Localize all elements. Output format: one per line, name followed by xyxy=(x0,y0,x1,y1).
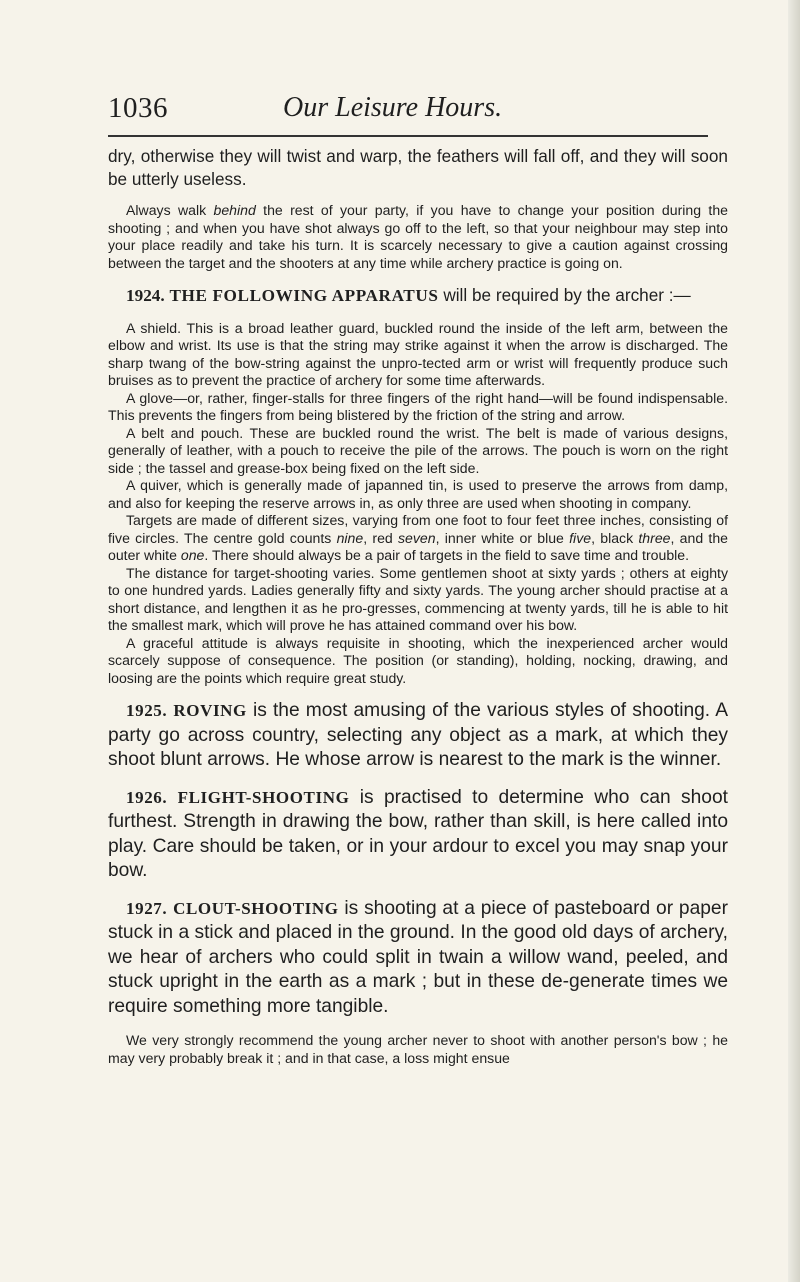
section-number: 1926. xyxy=(126,787,168,807)
attitude-paragraph: A graceful attitude is always requisite in shooting, which the inexperienced archer would scarcely suppose of consequence. The position (or standing), holding, nocking, drawing, and loosing are the points which require great study. xyxy=(108,634,728,686)
score-five: five xyxy=(569,529,592,546)
section-heading: ROVING xyxy=(173,701,247,720)
section-number: 1925. xyxy=(126,701,168,720)
section-1926 xyxy=(108,786,728,884)
section-1924 xyxy=(108,284,728,308)
section-1925 xyxy=(108,699,728,773)
page-number: 1036 xyxy=(108,92,168,124)
intro-paragraph: dry, otherwise they will twist and warp, the feathers will fall off, and they will soon be utterly useless. xyxy=(108,146,728,189)
belt-paragraph: A belt and pouch. These are buckled round the wrist. The belt is made of various designs, generally of leather, with a pouch to receive the pile of the arrows. The pouch is worn on the right side ; the tassel and grease-box being fixed on the left side. xyxy=(108,424,728,476)
score-nine: nine xyxy=(336,529,364,546)
targets-text-f: . There should always be a pair of targets in the field to save time and trouble. xyxy=(204,547,690,563)
running-title: Our Leisure Hours. xyxy=(283,92,503,123)
page-edge xyxy=(788,0,800,1282)
targets-paragraph xyxy=(108,512,728,565)
section-heading: FLIGHT-SHOOTING xyxy=(177,787,350,807)
walk-em: behind xyxy=(213,202,256,218)
glove-paragraph: A glove—or, rather, finger-stalls for three fingers of the right hand—will be found indispensable. This prevents the fingers from being blistered by the friction of the string and arrow. xyxy=(108,389,728,423)
section-1927 xyxy=(108,897,728,1020)
section-heading: THE FOLLOWING APPARATUS xyxy=(169,286,439,305)
section-number: 1924. xyxy=(126,286,165,305)
section-heading: CLOUT-SHOOTING xyxy=(173,898,339,918)
header-rule xyxy=(108,135,708,137)
page-body xyxy=(108,145,728,1067)
targets-text-b: , red xyxy=(363,529,398,546)
targets-text-d: , black xyxy=(591,529,639,546)
targets-text-a: Targets are made of different sizes, varying from one foot to four feet three inches, consisting of five circles. The centre gold counts xyxy=(108,512,728,546)
page-header xyxy=(108,92,738,132)
quiver-paragraph: A quiver, which is generally made of japanned tin, is used to preserve the arrows from damp, and also for keeping the reserve arrows in, as only three are used when shooting in company. xyxy=(108,477,728,511)
closing-paragraph: We very strongly recommend the young archer never to shoot with another person's bow ; he may very probably break it ; and in that case, a loss might ensue xyxy=(108,1032,728,1066)
section-text: is shooting at a piece of pasteboard or paper stuck in a stick and placed in the ground. In the good old days of archery, we hear of archers who could split in twain a willow wand, peeled, and stuck upright in the earth as a mark ; but in these de-generate times we require something more tangible. xyxy=(108,897,728,1017)
walk-behind-paragraph xyxy=(108,202,728,272)
section-text: will be required by the archer :— xyxy=(438,285,691,305)
section-text: is practised to determine who can shoot furthest. Strength in drawing the bow, rather than skill, is here called into play. Care should be taken, or in your ardour to excel you may snap your bow. xyxy=(108,786,728,881)
walk-pre: Always walk xyxy=(126,202,214,218)
distance-paragraph: The distance for target-shooting varies. Some gentlemen shoot at sixty yards ; others at eighty to one hundred yards. Ladies generally fifty and sixty yards. The young archer should practise at a short distance, and lengthen it as he pro-gresses, commencing at twenty yards, till he is able to hit the smallest mark, which will prove he has attained command over his bow. xyxy=(108,564,728,633)
score-seven: seven xyxy=(398,529,436,546)
score-three: three xyxy=(638,529,671,546)
score-one: one xyxy=(180,547,205,563)
targets-text-e: , and the outer white xyxy=(108,529,728,563)
section-text: is the most amusing of the various styles of shooting. A party go across country, selecting any object as a mark, at which they shoot blunt arrows. He whose arrow is nearest to the mark is the winner. xyxy=(108,700,728,770)
shield-paragraph: A shield. This is a broad leather guard, buckled round the inside of the left arm, between the elbow and wrist. Its use is that the string may strike against it when the arrow is discharged. The sharp twang of the bow-string against the unpro-tected arm or wrist will frequently produce such bruises as to prevent the practice of archery for some time afterwards. xyxy=(108,319,728,388)
walk-post: the rest of your party, if you have to change your position during the shooting ; and when you have shot always go off to the left, so that your neighbour may step into your place readily and take his turn. It is scarcely necessary to give a caution against crossing between the target and the shooters at any time while archery practice is going on. xyxy=(108,202,728,271)
targets-text-c: , inner white or blue xyxy=(435,529,570,546)
section-number: 1927. xyxy=(126,898,168,918)
